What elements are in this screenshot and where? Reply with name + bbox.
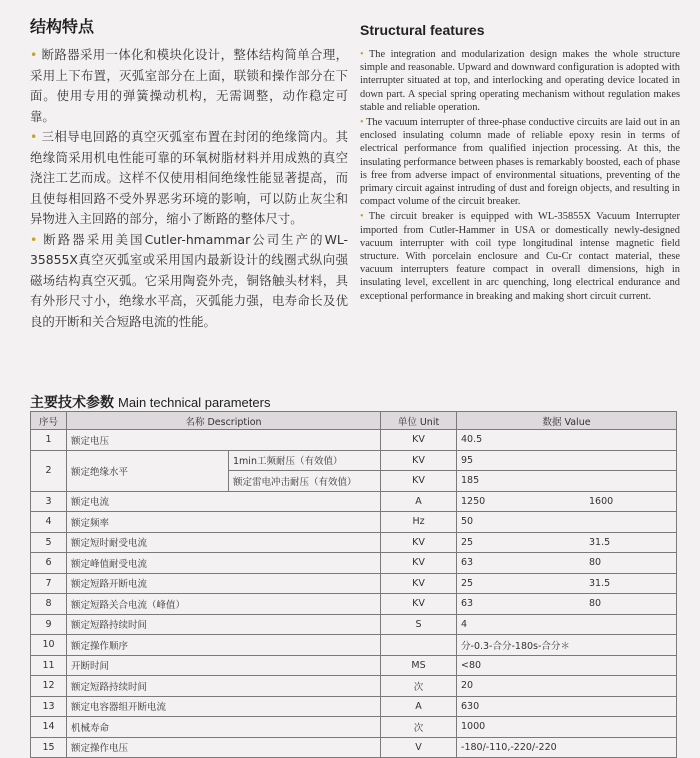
table-row: 额定雷电冲击耐压（有效值） KV 185 xyxy=(31,471,677,492)
features-en-para-1: • The integration and modularization design makes the whole structure simple and reasonable. Upward and downward configuration is adopted with interrupter situated at top, and interlocking and operating device located in down part. A special spring operating mechanism without regulation makes stable and reliable operation. xyxy=(360,49,680,113)
table-row: 7 额定短路开断电流 KV 25 31.5 xyxy=(31,573,677,594)
table-row: 1 额定电压 KV 40.5 xyxy=(31,430,677,451)
bullet-icon: • xyxy=(30,231,38,247)
bullet-icon: • xyxy=(360,49,364,60)
features-en-column xyxy=(360,22,680,305)
features-cn-title: 结构特点 xyxy=(30,17,95,36)
table-row: 11 开断时间 MS <80 xyxy=(31,655,677,676)
table-row: 9 额定短路持续时间 S 4 xyxy=(31,614,677,635)
table-row: 13 额定电容器组开断电流 A 630 xyxy=(31,696,677,717)
table-row: 14 机械寿命 次 1000 xyxy=(31,717,677,738)
header-desc: 名称 Description xyxy=(67,412,381,430)
table-row: 4 额定频率 Hz 50 xyxy=(31,512,677,533)
features-en-para-3: • The circuit breaker is equipped with WL-35855X Vacuum Interrupter imported from Cutler-Hammer in USA or domestically newly-designed vacuum interrupter with coil type longitudinal intense magnetic field structure. With porcelain enclosure and Cu-Cr contact material, these vacuum interrupters feature compact in overall dimensions, high in insulating level, excellent in arc quenching, long electrical endurance and exceptional performance in breaking and making short circuit current. xyxy=(360,211,680,302)
features-cn-para-2: • 三相导电回路的真空灭弧室布置在封闭的绝缘筒内。其绝缘筒采用机电性能可靠的环氧树脂材料并用成熟的真空浇注工艺而成。这样不仅使用相间绝缘性能显著提高，而且使每相回路不受外界恶劣环境的影响，可以防止灰尘和异物进入主回路的部分，缩小了断路的整体尺寸。 xyxy=(30,129,349,226)
table-row: 3 额定电流 A 1250 1600 xyxy=(31,491,677,512)
header-unit: 单位 Unit xyxy=(381,412,457,430)
header-value: 数据 Value xyxy=(457,412,677,430)
bullet-icon: • xyxy=(30,129,38,144)
params-title: 主要技术参数 Main technical parameters xyxy=(30,395,271,411)
table-row: 15 额定操作电压 V -180/-110,-220/-220 xyxy=(31,737,677,758)
table-row: 5 额定短时耐受电流 KV 25 31.5 xyxy=(31,532,677,553)
header-no: 序号 xyxy=(31,412,67,430)
bullet-icon: • xyxy=(360,117,364,129)
table-row: 8 额定短路关合电流（峰值） KV 63 80 xyxy=(31,594,677,615)
table-row: 10 额定操作顺序 分-0.3-合分-180s-合分＊ xyxy=(31,635,677,656)
features-en-para-2: • The vacuum interrupter of three-phase conductive circuits are laid out in an enclosed insulating column made of reliable epoxy resin in terms of electrical performance from qualified injection processing. At this, the insulating performance between phases is remarkably boosted, each of phase is free from adverse impact of environmental situations, preventing of the primary circuit against intruding of dust and foreign objects, and resulting in compact volume of the circuit breaker. xyxy=(360,117,680,208)
bullet-icon: • xyxy=(360,211,364,223)
features-en-title: Structural features xyxy=(360,22,485,38)
features-cn-para-1: • 断路器采用一体化和模块化设计，整体结构简单合理，采用上下布置，灭弧室部分在上面，联锁和操作部分在下面。使用专用的弹簧操动机构，无需调整，动作稳定可靠。 xyxy=(30,47,349,124)
table-row: 12 额定短路持续时间 次 20 xyxy=(31,676,677,697)
table-header-row xyxy=(31,412,677,430)
features-cn-column xyxy=(30,14,348,332)
bullet-icon: • xyxy=(30,47,38,62)
features-cn-para-3: • 断路器采用美国Cutler-hmammar公司生产的WL-35855X真空灭弧室或采用国内最新设计的线圈式纵向强磁场结构真空灭弧。它采用陶瓷外壳，铜铬触头材料，具有外形尺寸小，绝缘水平高，灭弧能力强，电寿命长及优良的开断和关合短路电流的性能。 xyxy=(30,231,348,329)
table-row: 6 额定峰值耐受电流 KV 63 80 xyxy=(31,553,677,574)
params-table xyxy=(30,411,677,758)
table-row: 2 额定绝缘水平 1min工频耐压（有效值） KV 95 xyxy=(31,450,677,471)
